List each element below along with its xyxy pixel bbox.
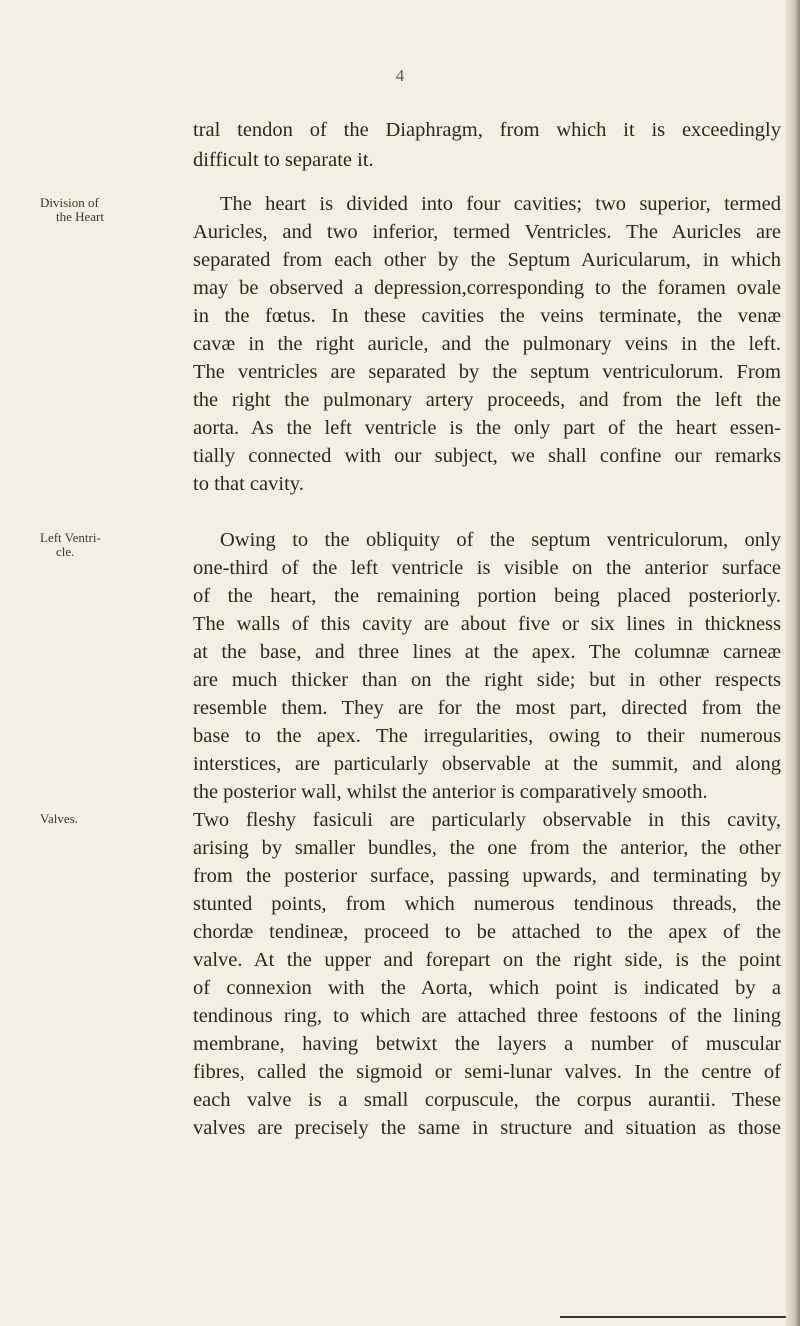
sidenote-valves: [40, 812, 190, 826]
text-line: interstices, are particularly observable at the summit, and along: [193, 753, 781, 775]
text-line: base to the apex. The irregularities, owing to their numerous: [193, 725, 781, 747]
text-line: one-third of the left ventricle is visible on the anterior surface: [193, 557, 781, 579]
text-line: Two fleshy fasiculi are particularly observable in this cavity,: [193, 809, 781, 831]
text-line: The heart is divided into four cavities; two superior, termed: [220, 193, 781, 215]
text-line: of connexion with the Aorta, which point is indicated by a: [193, 977, 781, 999]
text-line: tially connected with our subject, we shall confine our remarks: [193, 445, 781, 467]
text-line: valve. At the upper and forepart on the right side, is the point: [193, 949, 781, 971]
text-line: Owing to the obliquity of the septum ventriculorum, only: [220, 529, 781, 551]
text-line: chordæ tendineæ, proceed to be attached to the apex of the: [193, 921, 781, 943]
text-line: the right the pulmonary artery proceeds, and from the left the: [193, 389, 781, 411]
text-line: may be observed a depression,corresponding to the foramen ovale: [193, 277, 781, 299]
text-line: difficult to separate it.: [193, 149, 374, 171]
text-line: fibres, called the sigmoid or semi-lunar valves. In the centre of: [193, 1061, 781, 1083]
text-line: stunted points, from which numerous tendinous threads, the: [193, 893, 781, 915]
text-line: The ventricles are separated by the septum ventriculorum. From: [193, 361, 781, 383]
text-line: arising by smaller bundles, the one from the anterior, the other: [193, 837, 781, 859]
text-line: in the fœtus. In these cavities the veins terminate, the venæ: [193, 305, 781, 327]
text-line: tral tendon of the Diaphragm, from which it is exceedingly: [193, 119, 781, 141]
text-line: resemble them. They are for the most part, directed from the: [193, 697, 781, 719]
text-line: Auricles, and two inferior, termed Ventricles. The Auricles are: [193, 221, 781, 243]
text-line: The walls of this cavity are about five or six lines in thickness: [193, 613, 781, 635]
text-line: are much thicker than on the right side; but in other respects: [193, 669, 781, 691]
sidenote-line: Valves.: [40, 811, 78, 826]
text-line: at the base, and three lines at the apex. The columnæ carneæ: [193, 641, 781, 663]
text-line: the posterior wall, whilst the anterior is comparatively smooth.: [193, 781, 708, 803]
sidenote-line: Division of: [40, 195, 99, 210]
sidenote-left-ventricle: [40, 531, 190, 559]
text-line: separated from each other by the Septum Auricularum, in which: [193, 249, 781, 271]
page-number: 4: [395, 66, 405, 85]
text-line: valves are precisely the same in structure and situation as those: [193, 1117, 781, 1139]
text-line: tendinous ring, to which are attached three festoons of the lining: [193, 1005, 781, 1027]
sidenote-division-of-heart: [40, 196, 190, 224]
text-line: cavæ in the right auricle, and the pulmonary veins in the left.: [193, 333, 781, 355]
text-line: of the heart, the remaining portion being placed posteriorly.: [193, 585, 781, 607]
text-line: to that cavity.: [193, 473, 304, 495]
text-line: each valve is a small corpuscule, the corpus aurantii. These: [193, 1089, 781, 1111]
sidenote-line: cle.: [56, 544, 75, 559]
text-line: from the posterior surface, passing upwards, and terminating by: [193, 865, 781, 887]
page-edge-shadow: [786, 0, 800, 1326]
sidenote-line: the Heart: [56, 209, 105, 224]
text-line: membrane, having betwixt the layers a number of muscular: [193, 1033, 781, 1055]
text-line: aorta. As the left ventricle is the only part of the heart essen-: [193, 417, 781, 439]
sidenote-line: Left Ventri-: [40, 530, 101, 545]
bottom-rule: [560, 1316, 786, 1318]
